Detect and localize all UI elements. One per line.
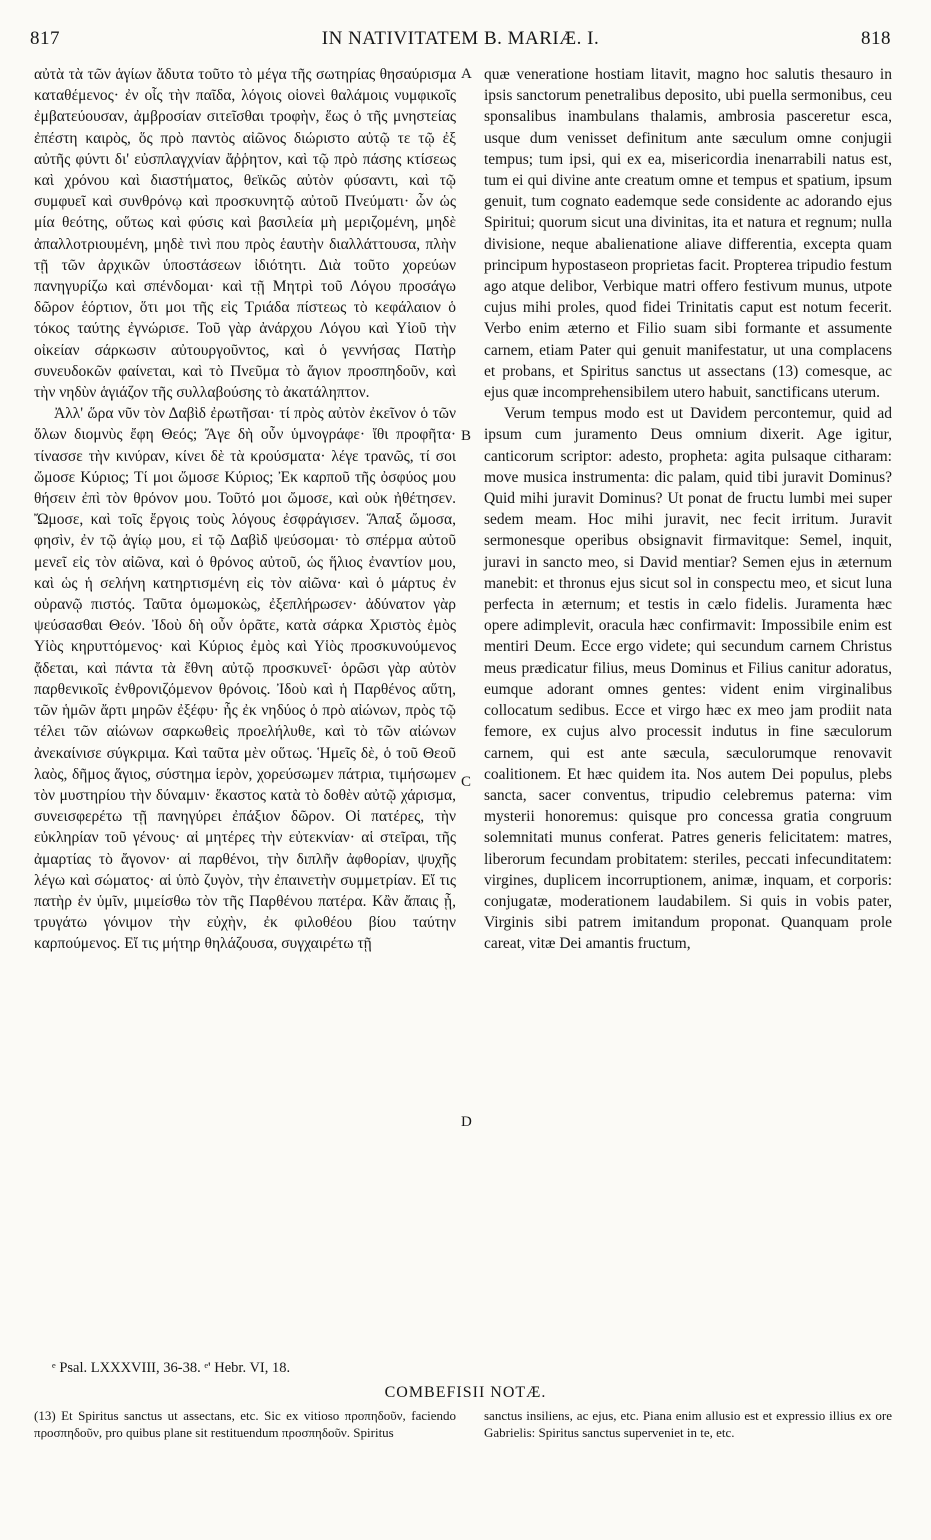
notes-right-column: sanctus insiliens, ac ejus, etc. Piana enim allusio est et expressio illius ex ore Gabrielis: Spiritus sanctus superveniet in te, etc. xyxy=(484,1408,892,1440)
running-header xyxy=(30,28,891,58)
notes-title: COMBEFISII NOTÆ. xyxy=(384,1384,547,1401)
margin-mark-d: D xyxy=(461,1114,472,1130)
latin-paragraph-2: Verum tempus modo est ut Davidem percontemur, quid ad ipsum cum juramento Deus omnium dixerit. Age igitur, canticorum scriptor: adesto, propheta: agita pulsaque citharam: move musica instrumenta: dic palam, quid tibi juravit Dominus? Quid mihi juravit Dominus? Ut ponat de fructu lumbi mei super sedem meam. Hoc mihi juravit, nec fecit irritum. Juravit sermonesque operibus obsignavit firmavitque: Semel, inquit, juravi in sancto meo, si David mentiar? Semen ejus in æternum manebit: et thronus ejus sicut sol in conspectu meo, et sicut luna perfecta in æternum; et testis in cælo fidelis. Juramenta hæc opere adimplevit, oracula hæc confirmavit: Impossibile enim est mentiri Deum. Ecce ergo videte; qui secundum carnem Christus meus prædicatur filius, meus Dominus et Filius canitur adoratus, eumque adorant omnes gentes: vident enim virginalibus collocatum sedibus. Ecce et virgo hæc ex meo jam prodiit nata femore, ex cujus alvo processit indutus in fine sæculorum carnem, qui est ante sæcula, sæculorumque renovavit coalitionem. Et hæc quidem ita. Nos autem Dei populus, plebs sancta, sacer conventus, tripudio celebremus paterna: vim mysterii honoremus: quisque pro concessa gratia congruum solemnitati munus conferat. Patres generis felicitatem: matres, liberorum fecundam probitatem: steriles, peccati infecunditatem: virgines, duplicem incorruptionem, animæ, inquam, et corporis: conjugatæ, moderationem laudabilem. Si quis in vobis pater, Virginis sibi patrem imitandum proponat. Quanquam prole careat, vitæ Dei amantis fructum, xyxy=(484,405,892,953)
page-number-right: 818 xyxy=(861,28,891,49)
latin-column xyxy=(484,64,892,955)
greek-paragraph-2: Ἀλλ' ὥρα νῦν τὸν Δαβὶδ ἐρωτῆσαι· τί πρὸς αὐτὸν ἐκεῖνον ὁ τῶν ὅλων διομνὺς ἔφη Θεός; Ἄγε δὴ οὖν ὑμνογράφε· ἴθι προφῆτα· τίνασσε τὴν κινύραν, κίνει δὲ τὰ κρούσματα· λέγε τρανῶς, τί σοι ὤμοσε Κύριος; Τί μοι ὤμοσε Κύριος; Ἐκ καρποῦ τῆς ὀσφύος μου θήσειν ἐπὶ τὸν θρόνον μου. Τοῦτό μοι ὤμοσε, καὶ οὐκ ἠθέτησεν. Ὤμοσε, καὶ τοῖς ἔργοις τοὺς λόγους ἐσφράγισεν. Ἅπαξ ὤμοσα, φησὶν, ἐν τῷ ἁγίῳ μου, εἰ τῷ Δαβὶδ ψεύσομαι· τὸ σπέρμα αὐτοῦ μενεῖ εἰς τὸν αἰῶνα, καὶ ὁ θρόνος αὐτοῦ, ὡς ἥλιος ἐναντίον μου, καὶ ὡς ἡ σελήνη κατηρτισμένη εἰς τὸν αἰῶνα· καὶ ὁ μάρτυς ἐν οὐρανῷ πιστός. Ταῦτα ὁμωμοκὼς, ἐξεπλήρωσεν· ἀδύνατον γὰρ ψεύσασθαι Θεόν. Ἰδοὺ δὴ οὖν ὁρᾶτε, κατὰ σάρκα Χριστὸς ἐμὸς Υἱὸς κηρυττόμενος· καὶ Κύριος ἐμὸς καὶ Υἱὸς προσκυνούμενος ᾄδεται, καὶ πάντα τὰ ἔθνη αὐτῷ προσκυνεῖ· ὁρῶσι γὰρ αὐτὸν παρθενικοῖς ἐνθρονιζόμενον θρόνοις. Ἰδοὺ καὶ ἡ Παρθένος αὕτη, τῶν ἡμῶν ἄρτι μηρῶν ἐξέφυ· ἧς ἐκ νηδύος ὁ πρὸ αἰώνων, πρὸς τῷ τέλει τῶν αἰώνων σαρκωθεὶς προελήλυθε, καὶ τὸ τῶν αἰώνων ἀνεκαίνισε σύγκριμα. Καὶ ταῦτα μὲν οὕτως. Ἡμεῖς δὲ, ὁ τοῦ Θεοῦ λαὸς, δῆμος ἅγιος, σύστημα ἱερὸν, χορεύσωμεν πάτρια, τιμήσωμεν τὸν μυστηρίου τὴν δύναμιν· ἕκαστος κατὰ τὸ δοθὲν αὐτῷ χάρισμα, συνεισφερέτω τῇ πανηγύρει ἐπάξιον δῶρον. Οἱ πατέρες, τὴν εὐκληρίαν τοῦ γένους· αἱ μητέρες τὴν εὐτεκνίαν· αἱ στεῖραι, τῆς ἀμαρτίας τὸ ἄγονον· αἱ παρθένοι, τὴν διπλῆν ἀφθορίαν, ψυχῆς λέγω καὶ σώματος· αἱ ὑπὸ ζυγὸν, τὴν ἐπαινετὴν συμμετρίαν. Εἴ τις πατὴρ ἐν ὑμῖν, μιμείσθω τὸν τῆς Παρθένου πατέρα. Κἂν ἄπαις ᾖ, τρυγάτω γόνιμον τὴν εὐχὴν, ἐκ φιλοθέου βίου ταύτην καρπούμενος. Εἴ τις μήτηρ θηλάζουσα, συγχαιρέτω τῇ xyxy=(34,405,456,953)
page-number-left: 817 xyxy=(30,28,60,49)
running-title: IN NATIVITATEM B. MARIÆ. I. xyxy=(321,28,600,49)
latin-paragraph-1: quæ veneratione hostiam litavit, magno hoc salutis thesauro in ipsis sanctorum penetralibus deposito, ubi puella sermonibus, ceu sponsalibus inambulans thalamis, ambrosia pasceretur esca, usque dum venisset definitum ante sæculum omne conjugii tempus; tum ipsi, qui ex ea, misericordia inenarrabili natus est, tum ei qui divine ante creatum omne et tempus et spatium, ipsum genuit, tum cognato eademque sede considente ac adorando ejus Spiritui; quorum sicut una divinitas, ita et natura et regnum; nulla divisione, neque abalienatione aliave differentia, excepta quam principum hypostaseon proprietas facit. Propterea tripudio festum ago atque delibor, Verbique matri offero festivum munus, utpote cujus mihi proles, quod fidei Trinitatis caput est notum fecerit. Verbo enim æterno et Filio suam sibi formante et assumente carnem, etiam Pater qui genuit manifestatur, ut una complacens et probans, et Spiritus sanctus ut assectans (13) comesque, ac ejus quæ incomprehensibilem utero habuit, sanctificans uterum. xyxy=(484,66,892,402)
footnote-references: ᵉ Psal. LXXXVIII, 36-38. ᵉ' Hebr. VI, 18. xyxy=(52,1360,291,1376)
greek-column xyxy=(34,64,456,955)
notes-left-column: (13) Et Spiritus sanctus ut assectans, etc. Sic ex vitioso προπηδοῦν, faciendo προσπηδοῦν, pro quibus plane sit restituendum προσπηδοῦν. Spiritus xyxy=(34,1408,456,1440)
greek-paragraph-1: αὐτὰ τὰ τῶν ἁγίων ἄδυτα τοῦτο τὸ μέγα τῆς σωτηρίας θησαύρισμα καταθέμενος· ἐν οἷς τὴν παῖδα, λόγοις οἱονεὶ θαλάμοις νυμφικοῖς ἐμβατεύουσαν, ἀμβροσίαν σιτεῖσθαι τροφὴν, ἕως ὁ τῆς μνηστείας ἐπέστη καιρὸς, ὅς πρὸ παντὸς αἰῶνος διώριστο αὐτῷ τε τῷ ἐξ αὐτῆς φύντι δι' εὐσπλαγχνίαν ἄῤῥητον, καὶ τῷ πρὸ πάσης κτίσεως καὶ χρόνου καὶ διαστήματος, θεϊκῶς αὐτὸν φύσαντι, καὶ τῷ συμφυεῖ καὶ συνθρόνῳ καὶ προσκυνητῷ αὐτοῦ Πνεύματι· ὧν ὡς μία θεότης, οὕτως καὶ φύσις καὶ βασιλεία μὴ μεριζομένη, μηδὲ ἀπαλλοτριουμένη, μηδὲ τινὶ που πρὸς ἑαυτὴν διαλλάττουσα, πλὴν τῇ τῶν ἀρχικῶν ὑποστάσεων ἰδιότητι. Διὰ τοῦτο χορεύων πανηγυρίζω καὶ σπένδομαι· καὶ τῇ Μητρὶ τοῦ Λόγου προσάγω δῶρον ἑόρτιον, ὅτι μοι τῆς εἰς Τριάδα πίστεως τὸ κεφάλαιον ὁ τόκος ταύτης ἐγνώρισε. Τοῦ γὰρ ἀνάρχου Λόγου καὶ Υἱοῦ τὴν οἰκείαν σάρκωσιν αὐτουργοῦντος, καὶ ὁ γεννήσας Πατὴρ συνευδοκῶν φαίνεται, καὶ τὸ Πνεῦμα τὸ ἅγιον προσπηδοῦν, καὶ τὴν νηδὺν ἁγιάζον τῆς συλλαβούσης τὸ ἀκατάληπτον. xyxy=(34,66,456,402)
margin-mark-c: C xyxy=(461,774,472,790)
margin-mark-a: A xyxy=(461,66,472,82)
margin-mark-b: B xyxy=(461,428,472,444)
